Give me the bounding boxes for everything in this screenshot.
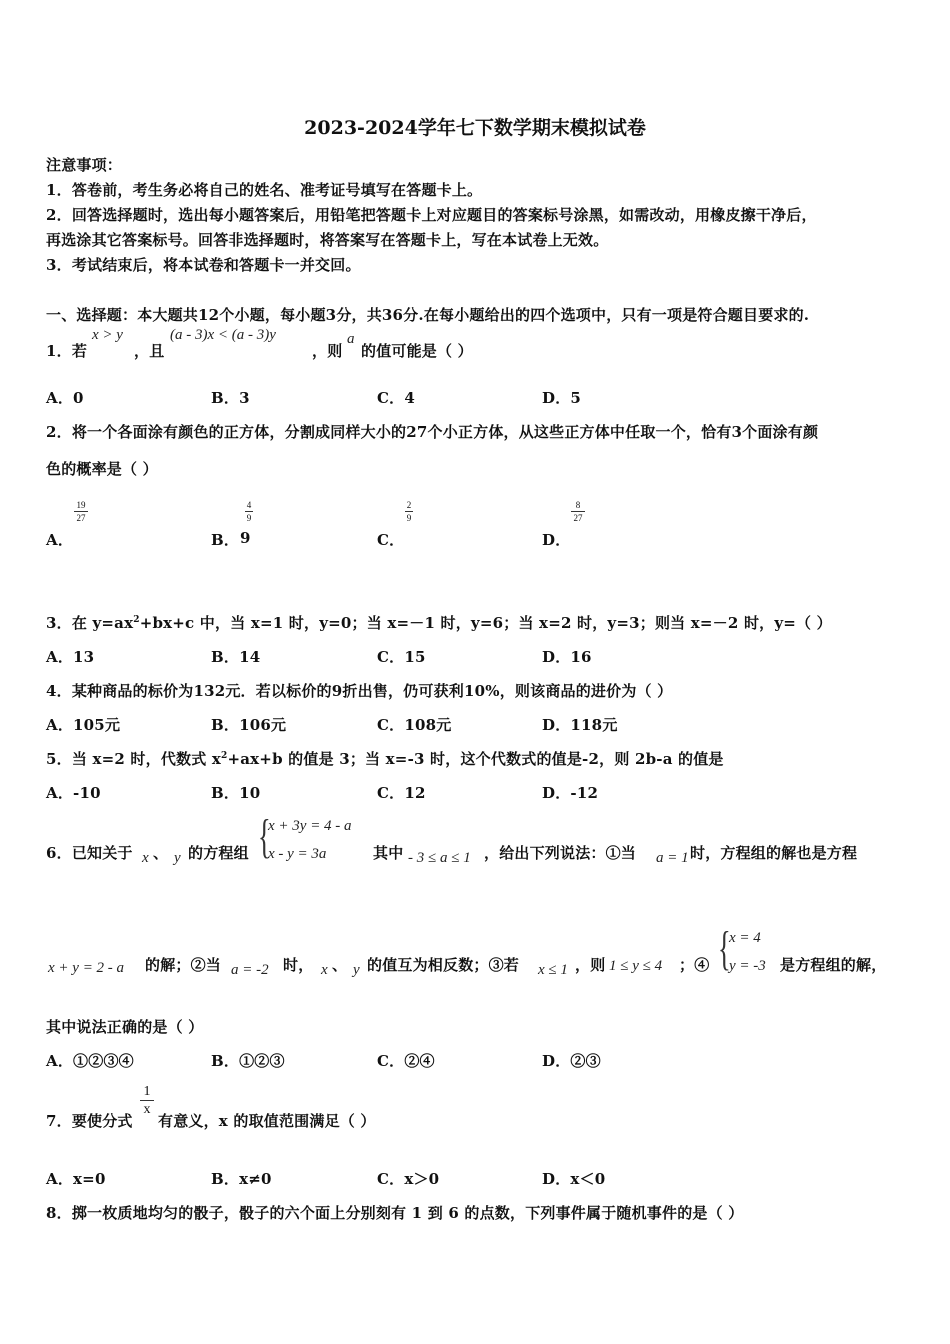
q6-sep2: 、: [332, 956, 348, 974]
q7-option-d[interactable]: D．x＜0: [542, 1170, 606, 1188]
q2-option-b[interactable]: B．: [211, 531, 240, 549]
q6-statements-intro: ，给出下列说法：①当: [484, 844, 637, 862]
q6-system-brace: {: [258, 810, 271, 863]
q1-math-a: a: [347, 331, 355, 347]
q5-option-a[interactable]: A．-10: [46, 784, 101, 802]
q1-math-ineq: x > y: [92, 327, 123, 343]
q8-text: 8．掷一枚质地均匀的骰子，骰子的六个面上分别刻有 1 到 6 的点数，下列事件属于随机事件的是（ ）: [46, 1204, 744, 1222]
q4-option-b[interactable]: B．106元: [211, 716, 287, 734]
q1-option-b[interactable]: B．3: [211, 389, 250, 407]
q6-cond-a2: a = -2: [231, 962, 269, 978]
q1-and: ，且: [134, 342, 165, 360]
q6-sep: 、: [153, 844, 169, 862]
q6-option-a[interactable]: A．①②③④: [46, 1052, 134, 1070]
notice-item: 3．考试结束后，将本试卷和答题卡一并交回。: [46, 256, 361, 274]
q6-prefix: 6．已知关于: [46, 844, 133, 862]
notice-item: 再选涂其它答案标号。回答非选择题时，将答案写在答题卡上，写在本试卷上无效。: [46, 231, 609, 249]
q2-option-c-fraction: 2 9: [406, 500, 412, 523]
q1-option-c[interactable]: C．4: [377, 389, 415, 407]
q2-option-a[interactable]: A．: [46, 531, 74, 549]
q2-option-b-fraction: 4 9: [246, 500, 252, 523]
q6-where: 其中: [373, 844, 404, 862]
q3-text: 3．在 $y=ax^2+bx+c$ 中，当 x=1 时，y=0；当 x=－1 时，y=6；当 x=2 时，y=3；则当 x=－2 时，y=（ ）: [46, 614, 832, 632]
q4-text: 4．某种商品的标价为132元．若以标价的9折出售，仍可获利10%，则该商品的进价为（ ）: [46, 682, 673, 700]
q2-option-a-fraction: 19 27: [74, 500, 88, 523]
q1-option-a[interactable]: A．0: [46, 389, 84, 407]
q1-suffix: 的值可能是（ ）: [361, 342, 473, 360]
q6-cond-a1: a = 1: [656, 850, 689, 866]
q4-option-d[interactable]: D．118元: [542, 716, 618, 734]
q6-text-5: ；④: [679, 956, 710, 974]
q1-math-cond: (a - 3)x < (a - 3)y: [170, 327, 276, 343]
q6-solution-brace: {: [718, 922, 731, 975]
q7-option-b[interactable]: B．x≠0: [211, 1170, 272, 1188]
section-heading: 一、选择题：本大题共12个小题，每小题3分，共36分.在每小题给出的四个选项中，只有一项是符合题目要求的.: [46, 306, 810, 324]
q6-eq-line2: x + y = 2 - a: [48, 960, 125, 976]
q3-option-a[interactable]: A．13: [46, 648, 95, 666]
q2-option-d-fraction: 8 27: [571, 500, 585, 523]
q7-prefix: 7．要使分式: [46, 1112, 133, 1130]
q6-cond-x: x ≤ 1: [538, 962, 568, 978]
q5-option-b[interactable]: B．10: [211, 784, 261, 802]
q6-question: 其中说法正确的是（ ）: [46, 1018, 204, 1036]
q6-equation-2: x - y = 3a: [268, 846, 327, 862]
q6-text-1: 的解；②当: [145, 956, 222, 974]
q7-suffix: 有意义，x 的取值范围满足（ ）: [158, 1112, 376, 1130]
q3-option-c[interactable]: C．15: [377, 648, 426, 666]
q6-text-2: 时，: [283, 956, 314, 974]
q6-line1-tail: 时，方程组的解也是方程: [690, 844, 858, 862]
q7-option-a[interactable]: A．x=0: [46, 1170, 106, 1188]
q6-text-4: ，则: [575, 956, 606, 974]
q2-option-c[interactable]: C．: [377, 531, 405, 549]
q6-var-y2: y: [353, 962, 360, 978]
q3-option-d[interactable]: D．16: [542, 648, 592, 666]
q6-equation-1: x + 3y = 4 - a: [268, 818, 352, 834]
q7-option-c[interactable]: C．x＞0: [377, 1170, 440, 1188]
q5-option-c[interactable]: C．12: [377, 784, 426, 802]
q6-var-x: x: [142, 850, 149, 866]
q1-option-d[interactable]: D．5: [542, 389, 582, 407]
q1-prefix: 1．若: [46, 342, 88, 360]
q2-text: 2．将一个各面涂有颜色的正方体，分割成同样大小的27个小正方体，从这些正方体中任取一个，恰有3个面涂有颜: [46, 423, 819, 441]
q5-option-d[interactable]: D．-12: [542, 784, 599, 802]
q2-text-cont: 色的概率是（ ）: [46, 460, 158, 478]
q6-var-x2: x: [321, 962, 328, 978]
q7-fraction: 1 x: [140, 1084, 154, 1117]
notice-heading: 注意事项：: [46, 156, 123, 174]
q4-option-a[interactable]: A．105元: [46, 716, 121, 734]
notice-item: 1．答卷前，考生务必将自己的姓名、准考证号填写在答题卡上。: [46, 181, 483, 199]
q1-then: ，则: [312, 342, 343, 360]
q6-text-6: 是方程组的解，: [780, 956, 887, 974]
q6-cond-y: 1 ≤ y ≤ 4: [609, 958, 663, 974]
q6-system-label: 的方程组: [188, 844, 249, 862]
q6-option-c[interactable]: C．②④: [377, 1052, 435, 1070]
q6-var-y: y: [174, 850, 181, 866]
q6-solution-x: x = 4: [729, 930, 761, 946]
q6-solution-y: y = -3: [729, 958, 766, 974]
q6-option-d[interactable]: D．②③: [542, 1052, 601, 1070]
q4-option-c[interactable]: C．108元: [377, 716, 452, 734]
q6-option-b[interactable]: B．①②③: [211, 1052, 285, 1070]
q3-option-b[interactable]: B．14: [211, 648, 261, 666]
q2-option-d[interactable]: D．: [542, 531, 571, 549]
q5-text: 5．当 x=2 时，代数式 $x^2+ax+b$ 的值是 3；当 x=-3 时，这个代数式的值是-2，则 2b-a 的值是: [46, 750, 724, 768]
notice-item: 2．回答选择题时，选出每小题答案后，用铅笔把答题卡上对应题目的答案标号涂黑，如需改动，用橡皮擦干净后，: [46, 206, 817, 224]
page-title: 2023-2024学年七下数学期末模拟试卷: [304, 117, 646, 139]
q6-text-3: 的值互为相反数；③若: [367, 956, 520, 974]
q2-option-b-stray: 9: [240, 529, 251, 547]
q6-condition: - 3 ≤ a ≤ 1: [408, 850, 471, 866]
